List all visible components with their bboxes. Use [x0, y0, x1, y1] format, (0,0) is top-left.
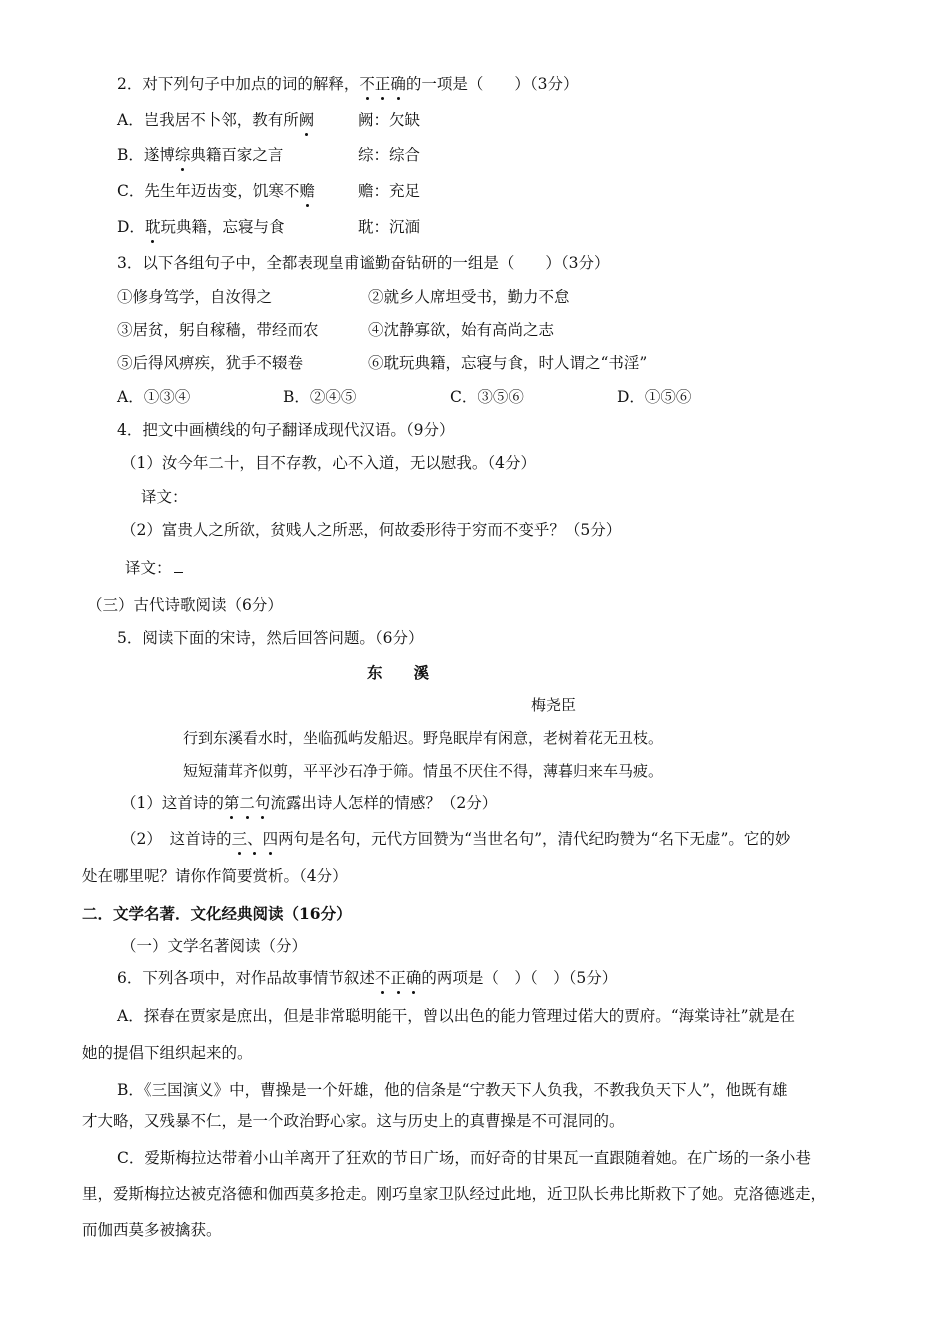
poem-line-2: 短短蒲茸齐似剪，平平沙石净于筛。情虽不厌住不得，薄暮归来车马疲。	[183, 762, 664, 780]
answer-blank	[174, 558, 183, 573]
q2-option-a	[117, 110, 314, 130]
q6-option-c-line-1: C．爱斯梅拉达带着小山羊离开了狂欢的节日广场，而好奇的甘果瓦一直跟随着她。在广场的一条小巷	[117, 1149, 811, 1167]
q3-choice-b: B．②④⑤	[283, 388, 357, 406]
q5-sub-2-continued: 处在哪里呢？请你作简要赏析。（4分）	[82, 867, 348, 885]
option-text: C．先生年迈齿变，饥寒不	[117, 182, 300, 200]
q3-item-4: ④沈静寡欲，始有高尚之志	[368, 321, 555, 339]
q5-stem: 5．阅读下面的宋诗，然后回答问题。（6分）	[117, 629, 424, 647]
q6-option-b-line-2: 才大略，又残暴不仁，是一个政治野心家。这与历史上的真曹操是不可混同的。	[82, 1112, 625, 1130]
emphasis-char: 四	[262, 830, 279, 848]
option-text: 典籍百家之言	[190, 146, 284, 164]
emphasis-char: 三	[231, 830, 248, 848]
q6-stem	[117, 968, 617, 988]
dotted-word: 综	[174, 146, 191, 164]
q5-sub-1-text: （1）这首诗的	[121, 794, 224, 812]
emphasis-char: 不	[374, 969, 391, 987]
option-text: A．岂我居不卜邻，教有所	[117, 111, 299, 129]
q2-option-b-gloss: 综：综合	[358, 146, 421, 164]
q2-option-a-gloss: 阙：欠缺	[358, 111, 421, 129]
emphasis-char: 确	[390, 75, 406, 93]
q6-option-a-line-2: 她的提倡下组织起来的。	[82, 1044, 253, 1062]
emphasis-char: 正	[374, 75, 391, 93]
q5-sub-1	[121, 793, 497, 813]
q3-item-1: ①修身笃学，自汝得之	[117, 288, 273, 306]
emphasis-char: 二	[239, 794, 255, 812]
option-text: D．	[117, 218, 145, 236]
emphasis-char: 第	[223, 794, 240, 812]
q3-item-2: ②就乡人席坦受书，勤力不怠	[368, 288, 570, 306]
q4-translation-1-label: 译文：	[141, 488, 188, 506]
dotted-word: 赡	[299, 182, 315, 200]
q2-option-c-gloss: 赡：充足	[358, 182, 421, 200]
option-text: 玩典籍，忘寝与食	[160, 218, 285, 236]
q6-option-b-line-1: B．《三国演义》中，曹操是一个奸雄，他的信条是“宁教天下人负我，不教我负天下人”，他既有雄	[117, 1081, 788, 1099]
q2-option-d	[117, 217, 284, 237]
q2-option-c	[117, 181, 315, 201]
section-two-heading: 二．文学名著．文化经典阅读（16分）	[82, 904, 352, 923]
q6-option-c-line-2: 里，爱斯梅拉达被克洛德和伽西莫多抢走。刚巧皇家卫队经过此地，近卫队长弗比斯救下了她。克洛德逃走，	[82, 1185, 827, 1203]
dotted-word: 耽	[144, 218, 161, 236]
q5-sub-2	[121, 829, 790, 849]
subsection-one-heading: （一）文学名著阅读（分）	[121, 937, 308, 955]
option-text: B．遂博	[117, 146, 175, 164]
q3-item-6: ⑥耽玩典籍，忘寝与食，时人谓之“书淫”	[368, 354, 648, 372]
poem-line-1: 行到东溪看水时，坐临孤屿发船迟。野凫眠岸有闲意，老树着花无丑枝。	[183, 729, 664, 747]
q6-option-a-line-1: A．探春在贾家是庶出，但是非常聪明能干，曾以出色的能力管理过偌大的贾府。“海棠诗社”就是在	[117, 1007, 796, 1025]
q4-stem: 4．把文中画横线的句子翻译成现代汉语。（9分）	[117, 421, 455, 439]
section-3-heading: （三）古代诗歌阅读（6分）	[87, 596, 283, 614]
poem-author: 梅尧臣	[531, 696, 577, 714]
q3-choice-d: D．①⑤⑥	[617, 388, 692, 406]
q4-sentence-2: （2）富贵人之所欲，贫贱人之所恶，何故委形待于穷而不变乎？（5分）	[121, 521, 622, 539]
emphasis-char: 句	[254, 794, 271, 812]
q3-choice-a: A．①③④	[117, 388, 191, 406]
q3-item-3: ③居贫，躬自稼穑，带经而农	[117, 321, 319, 339]
q6-option-c-line-3: 而伽西莫多被擒获。	[82, 1221, 222, 1239]
poem-title: 东 溪	[367, 664, 430, 682]
q2-stem-text: 2．对下列句子中加点的词的解释，	[117, 75, 360, 93]
q3-item-5: ⑤后得风痹疾，犹手不辍卷	[117, 354, 304, 372]
dotted-word: 阙	[298, 111, 315, 129]
q4-sentence-1: （1）汝今年二十，目不存教，心不入道，无以慰我。（4分）	[121, 454, 536, 472]
q6-stem-text: 6．下列各项中，对作品故事情节叙述	[117, 969, 375, 987]
emphasis-char: 确	[405, 969, 422, 987]
q5-sub-2-text: （2） 这首诗的	[121, 830, 232, 848]
emphasis-char: 、	[247, 830, 263, 848]
q2-stem	[117, 74, 579, 94]
q2-option-b	[117, 145, 283, 165]
q2-option-d-gloss: 耽：沉湎	[358, 218, 421, 236]
q5-sub-1-tail: 流露出诗人怎样的情感？（2分）	[270, 794, 498, 812]
q6-stem-tail: 的两项是（ ）（ ）（5分）	[421, 969, 618, 987]
emphasis-char: 不	[359, 75, 375, 93]
q4-translation-2	[125, 558, 183, 578]
q4-translation-2-label: 译文：	[125, 559, 172, 577]
q3-choice-c: C．③⑤⑥	[450, 388, 524, 406]
q3-stem: 3．以下各组句子中，全都表现皇甫谧勤奋钻研的一组是（ ）（3分）	[117, 254, 610, 272]
q2-stem-tail: 的一项是（ ）（3分）	[405, 75, 579, 93]
q5-sub-2-tail: 两句是名句，元代方回赞为“当世名句”，清代纪昀赞为“名下无虚”。它的妙	[278, 830, 791, 848]
emphasis-char: 正	[390, 969, 406, 987]
